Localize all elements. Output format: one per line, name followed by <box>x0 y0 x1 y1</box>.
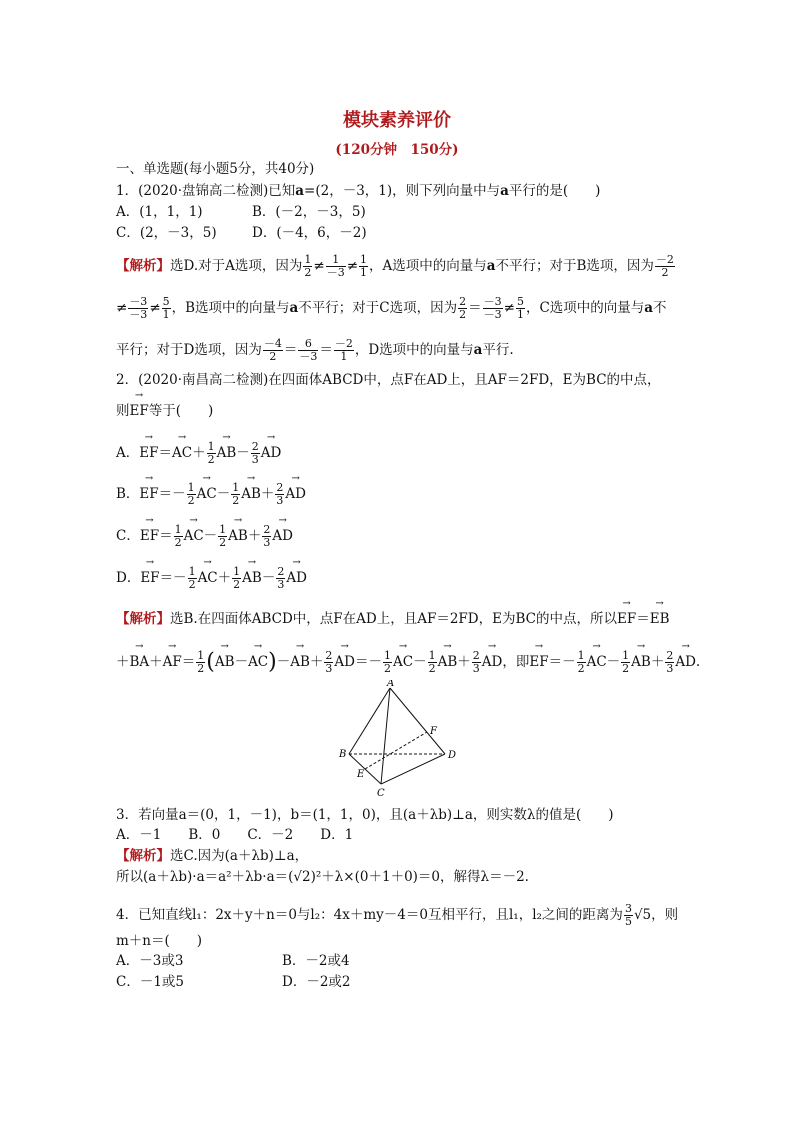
fraction: $\frac{-4}{2}$ <box>263 337 282 363</box>
q4-option-d: D．－2或2 <box>282 974 351 990</box>
fraction: $\frac{1}{1}$ <box>360 253 368 279</box>
q2-option-d: D．→ EF＝－ $\frac{1}{2}$ → AC＋ $\frac{1}{2}$ → AB－ $\frac{2}{3}$ → AD <box>116 566 307 591</box>
fraction: $\frac{1}{-3}$ <box>326 253 345 279</box>
fraction: $\frac{5}{1}$ <box>162 295 170 321</box>
solution-tag: 【解析】 <box>116 611 170 627</box>
q1-option-a: A．(1，1，1) <box>116 204 203 220</box>
q4-stem-line2: m＋n＝( ) <box>116 933 203 949</box>
q4-option-b: B．－2或4 <box>282 953 350 969</box>
solution-tag: 【解析】 <box>116 258 170 274</box>
fraction: $\frac{3}{5}$ <box>624 902 632 928</box>
edge-cd <box>381 754 445 784</box>
q2-option-c: C．→ EF＝ $\frac{1}{2}$ → AC－ $\frac{1}{2}$ → AB＋ $\frac{2}{3}$ → AD <box>116 524 293 549</box>
section-heading: 一、单选题(每小题5分，共40分) <box>116 161 315 177</box>
fraction: $\frac{2}{2}$ <box>459 295 467 321</box>
fraction: $\frac{-2}{2}$ <box>655 253 674 279</box>
fraction: $\frac{5}{1}$ <box>516 295 524 321</box>
fraction: $\frac{-3}{-3}$ <box>483 295 502 321</box>
q2-stem-line2: 则→ EF等于( ) <box>116 402 213 420</box>
q4-stem-line1: 4．已知直线l₁：2x＋y＋n＝0与l₂：4x＋my－4＝0互相平行，且l₁，l₂之间的距离为 $\frac{3}{5}$ √5，则 <box>116 902 679 928</box>
edge-ad <box>390 688 445 754</box>
page-title: 模块素养评价 <box>343 110 451 131</box>
q2-stem-line1: 2．(2020·南昌高二检测)在四面体ABCD中，点F在AD上，且AF＝2FD，E为BC的中点， <box>116 372 661 388</box>
label-d: D <box>448 750 457 761</box>
q3-options: A．－1 B．0 C．－2 D．1 <box>116 827 354 843</box>
fraction: $\frac{-2}{1}$ <box>334 337 353 363</box>
label-f: F <box>430 726 437 737</box>
edge-ab <box>349 688 390 754</box>
edge-ac <box>381 688 390 784</box>
q2-option-b: B．→ EF＝－ $\frac{1}{2}$ → AC－ $\frac{1}{2}$ → AB＋ $\frac{2}{3}$ → AD <box>116 482 306 507</box>
label-b: B <box>339 749 347 760</box>
q4-option-c: C．－1或5 <box>116 974 185 990</box>
label-a: A <box>387 680 395 689</box>
q1-option-c: C．(2，－3，5) <box>116 225 217 241</box>
q3-solution-line2: 所以(a＋λb)·a＝a²＋λb·a＝(√2)²＋λ×(0＋1＋0)＝0，解得λ＝－2. <box>116 869 529 885</box>
q2-solution-line2: ＋→ BA＋→ AF＝ $\frac{1}{2}$ (→ AB－→ AC)－→ AB＋ $\frac{2}{3}$ → AD＝－ $\frac{1}{2}$ → AC－ $\frac{1}{2}$ → AB＋ $\frac{2}{3}$ → AD，即→ EF＝－ $\frac{1}{2}$ → AC－ $\frac{1}{2}$ → AB＋ $\frac{2}{3}$ → AD. <box>116 650 700 675</box>
q1-option-b: B．(－2，－3，5) <box>252 204 366 220</box>
fraction: $\frac{6}{-3}$ <box>299 337 318 363</box>
solution-tag: 【解析】 <box>116 848 170 864</box>
fraction: $\frac{-3}{-3}$ <box>129 295 148 321</box>
q3-stem: 3．若向量a＝(0，1，－1)，b＝(1，1，0)，且(a＋λb)⊥a，则实数λ的值是( ) <box>116 807 614 823</box>
q1-solution-line1: 【解析】选D.对于A选项，因为 $\frac{1}{2}$ ≠ $\frac{1}{-3}$ ≠ $\frac{1}{1}$ ，A选项中的向量与a不平行；对于B选项，因为 $\frac{-2}{2}$ <box>116 253 674 279</box>
fraction: $\frac{1}{2}$ <box>304 253 312 279</box>
q1-option-d: D．(－4，6，－2) <box>252 225 367 241</box>
page-subtitle: (120分钟 150分) <box>335 142 459 158</box>
label-e: E <box>357 769 365 780</box>
q2-solution-line1: 【解析】选B.在四面体ABCD中，点F在AD上，且AF＝2FD，E为BC的中点，所以→ EF＝→ EB <box>116 610 670 628</box>
q3-solution-line1: 【解析】选C.因为(a＋λb)⊥a， <box>116 848 309 864</box>
q4-option-a: A．－3或3 <box>116 953 184 969</box>
segment-ef <box>365 732 427 769</box>
q1-solution-line3: 平行；对于D选项，因为 $\frac{-4}{2}$ ＝ $\frac{6}{-3}$ ＝ $\frac{-2}{1}$ ，D选项中的向量与a平行. <box>116 337 514 363</box>
tetrahedron-figure <box>335 680 465 800</box>
q1-stem: 1．(2020·盘锦高二检测)已知a=(2，－3，1)，则下列向量中与a平行的是( ) <box>116 183 601 199</box>
q1-solution-line2: ≠ $\frac{-3}{-3}$ ≠ $\frac{5}{1}$ ，B选项中的向量与a不平行；对于C选项，因为 $\frac{2}{2}$ ＝ $\frac{-3}{-3}$ ≠ $\frac{5}{1}$ ，C选项中的向量与a不 <box>116 295 667 321</box>
label-c: C <box>377 788 385 799</box>
q2-option-a: A．→ EF＝→ AC＋ $\frac{1}{2}$ → AB－ $\frac{2}{3}$ → AD <box>116 441 281 466</box>
